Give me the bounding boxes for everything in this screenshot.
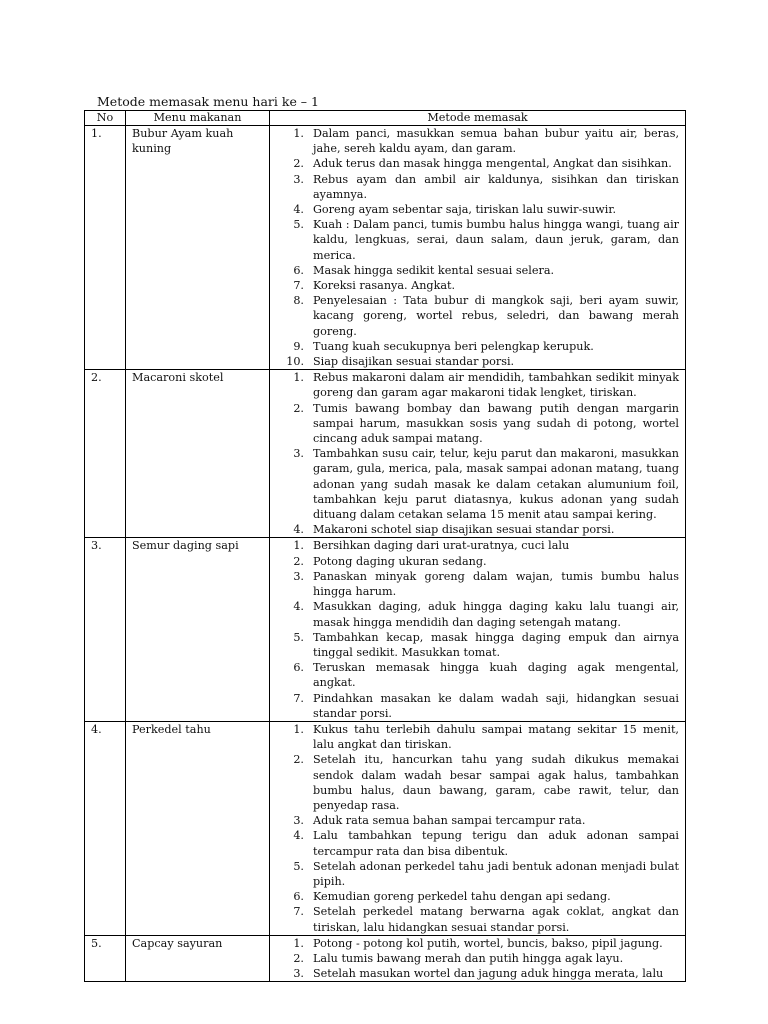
step-item <box>270 752 679 813</box>
step-text: Dalam panci, masukkan semua bahan bubur yaitu air, beras, jahe, sereh kaldu ayam, dan garam. <box>313 127 679 156</box>
step-number: 10. <box>286 355 304 369</box>
step-text: Tambahkan susu cair, telur, keju parut dan makaroni, masukkan garam, gula, merica, pala, masak sampai adonan matang, tuang adonan yang sudah masak ke dalam cetakan alumunium foil, tambahkan keju parut diatasnya, kukus adonan yang sudah dituang dalam cetakan selama 15 menit atau sampai kering. <box>313 447 679 522</box>
table-row <box>85 370 686 538</box>
row-number: 3. <box>85 538 126 721</box>
step-number: 2. <box>293 401 304 415</box>
menu-name: Macaroni skotel <box>126 370 270 538</box>
menu-name: Bubur Ayam kuah kuning <box>126 126 270 370</box>
step-item <box>270 446 679 522</box>
menu-name: Perkedel tahu <box>126 721 270 935</box>
step-text: Bersihkan daging dari urat-uratnya, cuci lalu <box>313 539 570 553</box>
step-item <box>270 554 679 569</box>
step-item <box>270 889 679 904</box>
step-number: 1. <box>293 539 304 553</box>
method-steps-cell <box>270 126 686 370</box>
step-text: Kemudian goreng perkedel tahu dengan api sedang. <box>313 890 611 904</box>
step-item <box>270 859 679 889</box>
step-number: 7. <box>293 905 304 919</box>
step-text: Aduk rata semua bahan sampai tercampur rata. <box>313 814 586 828</box>
document-title: Metode memasak menu hari ke – 1 <box>97 94 319 109</box>
method-steps-cell <box>270 935 686 982</box>
step-number: 6. <box>293 890 304 904</box>
step-number: 7. <box>293 279 304 293</box>
step-text: Tumis bawang bombay dan bawang putih dengan margarin sampai harum, masukkan sosis yang sudah di potong, wortel cincang aduk sampai matang. <box>313 401 679 446</box>
step-item <box>270 263 679 278</box>
header-no: No <box>85 111 126 126</box>
step-number: 5. <box>293 859 304 873</box>
step-item <box>270 293 679 339</box>
step-number: 9. <box>293 339 304 353</box>
step-number: 1. <box>293 722 304 736</box>
step-item <box>270 202 679 217</box>
step-number: 8. <box>293 294 304 308</box>
table-row <box>85 126 686 370</box>
step-item <box>270 370 679 400</box>
step-text: Setelah itu, hancurkan tahu yang sudah dikukus memakai sendok dalam wadah besar sampai agak halus, tambahkan bumbu halus, daun bawang, garam, cabe rawit, telur, dan penyedap rasa. <box>313 753 679 812</box>
row-number: 5. <box>85 935 126 982</box>
step-number: 7. <box>293 691 304 705</box>
step-item <box>270 904 679 934</box>
step-text: Rebus ayam dan ambil air kaldunya, sisihkan dan tiriskan ayamnya. <box>313 172 679 201</box>
step-text: Koreksi rasanya. Angkat. <box>313 279 456 293</box>
step-item <box>270 630 679 660</box>
step-text: Penyelesaian : Tata bubur di mangkok saji, beri ayam suwir, kacang goreng, wortel rebus, seledri, dan bawang merah goreng. <box>313 294 679 338</box>
step-text: Masak hingga sedikit kental sesuai selera. <box>313 263 555 277</box>
table-body <box>85 126 686 982</box>
menu-name: Semur daging sapi <box>126 538 270 721</box>
step-number: 3. <box>293 447 304 461</box>
row-number: 1. <box>85 126 126 370</box>
header-menu: Menu makanan <box>126 111 270 126</box>
step-number: 5. <box>293 218 304 232</box>
steps-list <box>270 126 679 369</box>
method-steps-cell <box>270 538 686 721</box>
step-text: Rebus makaroni dalam air mendidih, tambahkan sedikit minyak goreng dan garam agar makaroni tidak lengket, tiriskan. <box>313 371 679 400</box>
step-number: 4. <box>293 523 304 537</box>
step-number: 6. <box>293 661 304 675</box>
step-number: 3. <box>293 814 304 828</box>
step-number: 3. <box>293 172 304 186</box>
step-number: 2. <box>293 951 304 965</box>
recipe-method-table <box>84 110 686 982</box>
step-text: Panaskan minyak goreng dalam wajan, tumis bumbu halus hingga harum. <box>313 569 679 599</box>
step-text: Teruskan memasak hingga kuah daging agak mengental, angkat. <box>313 661 679 690</box>
step-item <box>270 522 679 537</box>
step-text: Masukkan daging, aduk hingga daging kaku lalu tuangi air, masak hingga mendidih dan daging setengah matang. <box>313 600 679 629</box>
step-text: Setelah perkedel matang berwarna agak coklat, angkat dan tiriskan, lalu hidangkan sesuai standar porsi. <box>313 905 679 934</box>
step-item <box>270 172 679 202</box>
step-number: 2. <box>293 157 304 171</box>
step-item <box>270 569 679 599</box>
menu-name: Capcay sayuran <box>126 935 270 982</box>
step-item <box>270 936 679 951</box>
step-text: Kukus tahu terlebih dahulu sampai matang sekitar 15 menit, lalu angkat dan tiriskan. <box>313 722 679 752</box>
step-text: Lalu tumis bawang merah dan putih hingga agak layu. <box>313 951 624 965</box>
step-item <box>270 722 679 752</box>
step-item <box>270 401 679 447</box>
step-item <box>270 538 679 553</box>
step-item <box>270 951 679 966</box>
step-number: 5. <box>293 630 304 644</box>
step-number: 4. <box>293 203 304 217</box>
step-item <box>270 599 679 629</box>
steps-list <box>270 936 679 982</box>
step-item <box>270 660 679 690</box>
step-item <box>270 966 679 981</box>
step-text: Siap disajikan sesuai standar porsi. <box>313 355 515 369</box>
step-item <box>270 813 679 828</box>
step-item <box>270 278 679 293</box>
step-text: Tuang kuah secukupnya beri pelengkap kerupuk. <box>313 339 594 353</box>
header-method: Metode memasak <box>270 111 686 126</box>
step-text: Goreng ayam sebentar saja, tiriskan lalu suwir-suwir. <box>313 203 617 217</box>
step-text: Setelah masukan wortel dan jagung aduk hingga merata, lalu <box>313 967 664 981</box>
table-row <box>85 538 686 721</box>
table-row <box>85 721 686 935</box>
step-number: 2. <box>293 753 304 767</box>
step-item <box>270 126 679 156</box>
step-text: Kuah : Dalam panci, tumis bumbu halus hingga wangi, tuang air kaldu, lengkuas, serai, daun salam, daun jeruk, garam, dan merica. <box>313 218 679 262</box>
step-number: 4. <box>293 829 304 843</box>
steps-list <box>270 370 679 537</box>
step-number: 1. <box>293 371 304 385</box>
step-text: Tambahkan kecap, masak hingga daging empuk dan airnya tinggal sedikit. Masukkan tomat. <box>313 630 679 659</box>
step-item <box>270 339 679 354</box>
step-number: 3. <box>293 569 304 583</box>
method-steps-cell <box>270 370 686 538</box>
steps-list <box>270 722 679 935</box>
step-number: 3. <box>293 967 304 981</box>
steps-list <box>270 538 679 720</box>
step-text: Pindahkan masakan ke dalam wadah saji, hidangkan sesuai standar porsi. <box>313 691 679 720</box>
step-item <box>270 156 679 171</box>
step-number: 4. <box>293 600 304 614</box>
step-item <box>270 217 679 263</box>
step-number: 1. <box>293 936 304 950</box>
table-header-row <box>85 111 686 126</box>
step-item <box>270 828 679 858</box>
step-text: Makaroni schotel siap disajikan sesuai standar porsi. <box>313 523 615 537</box>
table-row <box>85 935 686 982</box>
step-text: Potong - potong kol putih, wortel, buncis, bakso, pipil jagung. <box>313 936 663 950</box>
step-text: Lalu tambahkan tepung terigu dan aduk adonan sampai tercampur rata dan bisa dibentuk. <box>313 829 679 858</box>
step-text: Aduk terus dan masak hingga mengental, Angkat dan sisihkan. <box>313 157 672 171</box>
row-number: 4. <box>85 721 126 935</box>
step-item <box>270 354 679 369</box>
step-text: Potong daging ukuran sedang. <box>313 554 487 568</box>
step-text: Setelah adonan perkedel tahu jadi bentuk adonan menjadi bulat pipih. <box>313 859 679 888</box>
step-item <box>270 691 679 721</box>
step-number: 2. <box>293 554 304 568</box>
step-number: 6. <box>293 263 304 277</box>
step-number: 1. <box>293 127 304 140</box>
row-number: 2. <box>85 370 126 538</box>
method-steps-cell <box>270 721 686 935</box>
